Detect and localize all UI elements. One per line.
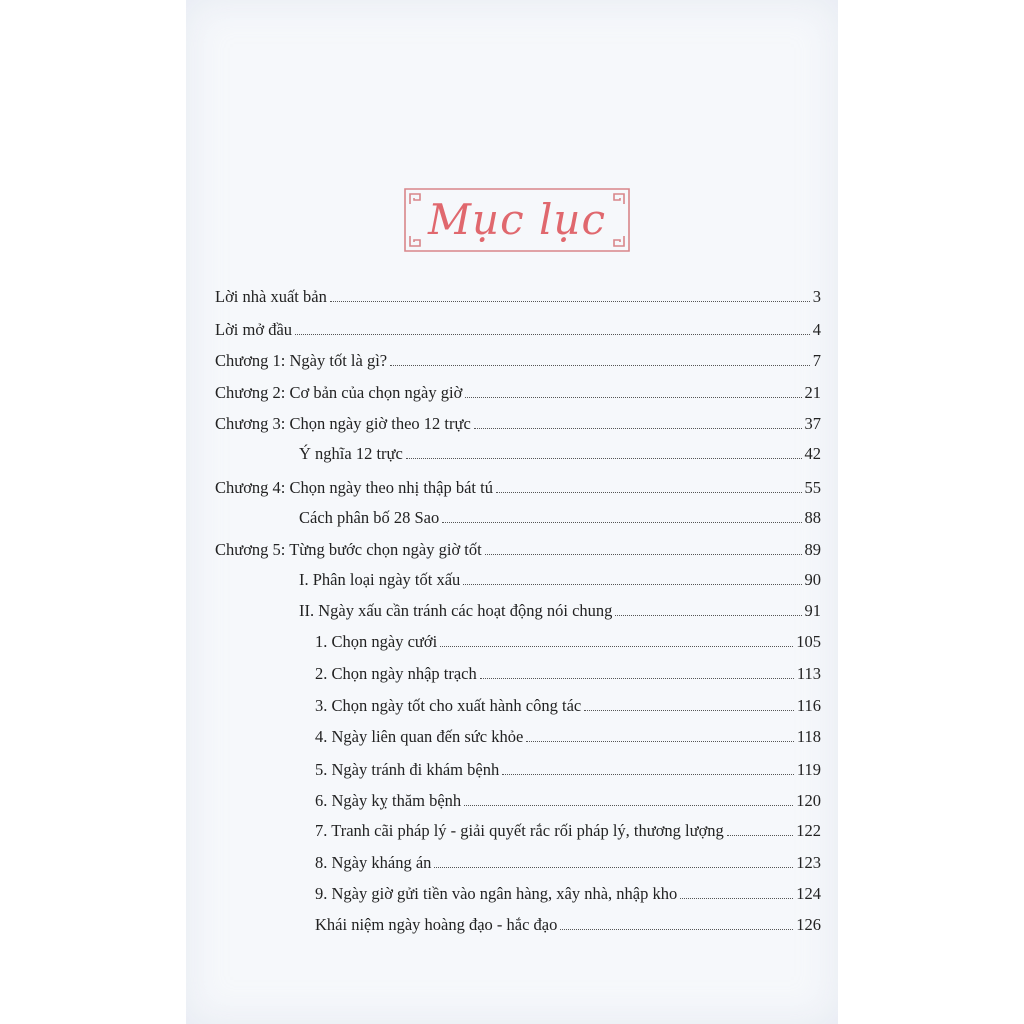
toc-entry[interactable] (315, 694, 821, 718)
leader-dots (496, 491, 802, 493)
toc-entry-label: Chương 5: Từng bước chọn ngày giờ tốt (215, 540, 482, 559)
toc-entry-page: 123 (796, 853, 821, 872)
toc-entry-label: Chương 3: Chọn ngày giờ theo 12 trực (215, 414, 471, 433)
toc-entry-label: Chương 4: Chọn ngày theo nhị thập bát tú (215, 478, 493, 497)
toc-entry-page: 4 (812, 320, 821, 339)
leader-dots (330, 300, 810, 302)
toc-entry-page: 42 (804, 444, 821, 463)
toc-entry[interactable] (315, 630, 821, 654)
toc-entry-label: Chương 2: Cơ bản của chọn ngày giờ (215, 383, 463, 402)
toc-entry-page: 122 (796, 821, 821, 840)
leader-dots (390, 364, 810, 366)
toc-entry-page: 89 (804, 540, 821, 559)
toc-entry[interactable] (215, 381, 821, 405)
toc-entry-page: 90 (804, 570, 821, 589)
leader-dots (480, 677, 794, 679)
toc-entry[interactable] (215, 538, 821, 562)
toc-entry[interactable] (299, 442, 821, 466)
leader-dots (464, 804, 793, 806)
page-title: Mục lục (428, 195, 606, 244)
toc-entry[interactable] (215, 349, 821, 373)
toc-entry-label: Lời nhà xuất bản (215, 287, 327, 306)
toc-entry-page: 21 (804, 383, 821, 402)
toc-entry-page: 120 (796, 791, 821, 810)
toc-entry-label: 2. Chọn ngày nhập trạch (315, 664, 477, 683)
toc-entry[interactable] (315, 851, 821, 875)
leader-dots (502, 773, 794, 775)
toc-entry-label: Chương 1: Ngày tốt là gì? (215, 351, 388, 370)
leader-dots (434, 866, 793, 868)
toc-entry[interactable] (215, 285, 821, 309)
toc-entry-page: 55 (804, 478, 821, 497)
leader-dots (727, 834, 793, 836)
toc-entry-label: Ý nghĩa 12 trực (299, 444, 403, 463)
leader-dots (442, 521, 801, 523)
toc-entry-page: 113 (796, 664, 821, 683)
toc-entry-page: 3 (812, 287, 821, 306)
toc-entry[interactable] (315, 819, 821, 843)
leader-dots (485, 553, 802, 555)
leader-dots (526, 740, 794, 742)
toc-entry-label: 4. Ngày liên quan đến sức khỏe (315, 727, 524, 746)
toc-entry-label: 9. Ngày giờ gửi tiền vào ngân hàng, xây nhà, nhập kho (315, 884, 678, 903)
toc-entry-label: II. Ngày xấu cần tránh các hoạt động nói chung (299, 601, 613, 620)
toc-entry-page: 118 (796, 727, 821, 746)
toc-entry[interactable] (315, 758, 821, 782)
toc-entry-page: 119 (796, 760, 821, 779)
toc-entry-page: 91 (804, 601, 821, 620)
toc-entry-label: 7. Tranh cãi pháp lý - giải quyết rắc rối pháp lý, thương lượng (315, 821, 724, 840)
toc-entry-label: 1. Chọn ngày cưới (315, 632, 438, 651)
toc-entry-label: 8. Ngày kháng án (315, 853, 432, 872)
leader-dots (295, 333, 810, 335)
toc-entry[interactable] (215, 318, 821, 342)
toc-entry-label: Cách phân bố 28 Sao (299, 508, 440, 527)
toc-entry-page: 124 (796, 884, 821, 903)
leader-dots (584, 709, 794, 711)
toc-entry[interactable] (315, 789, 821, 813)
toc-entry[interactable] (315, 882, 821, 906)
toc-entry-label: 3. Chọn ngày tốt cho xuất hành công tác (315, 696, 582, 715)
toc-entry-label: Lời mở đầu (215, 320, 293, 339)
toc-entry[interactable] (315, 662, 821, 686)
toc-entry[interactable] (299, 506, 821, 530)
toc-entry-label: I. Phân loại ngày tốt xấu (299, 570, 461, 589)
leader-dots (406, 457, 802, 459)
leader-dots (615, 614, 801, 616)
toc-entry-page: 37 (804, 414, 821, 433)
leader-dots (465, 396, 801, 398)
toc-entry-page: 116 (796, 696, 821, 715)
leader-dots (463, 583, 801, 585)
toc-entry-label: Khái niệm ngày hoàng đạo - hắc đạo (315, 915, 558, 934)
toc-entry[interactable] (299, 599, 821, 623)
toc-entry-page: 7 (812, 351, 821, 370)
toc-entry[interactable] (215, 412, 821, 436)
toc-entry-page: 126 (796, 915, 821, 934)
toc-entry-label: 6. Ngày kỵ thăm bệnh (315, 791, 462, 810)
toc-entry-page: 88 (804, 508, 821, 527)
toc-entry-label: 5. Ngày tránh đi khám bệnh (315, 760, 500, 779)
toc-entry-page: 105 (796, 632, 821, 651)
toc-entry[interactable] (315, 913, 821, 937)
toc-entry[interactable] (315, 725, 821, 749)
toc-entry[interactable] (299, 568, 821, 592)
leader-dots (440, 645, 793, 647)
leader-dots (560, 928, 793, 930)
leader-dots (474, 427, 802, 429)
leader-dots (680, 897, 793, 899)
toc-entry[interactable] (215, 476, 821, 500)
